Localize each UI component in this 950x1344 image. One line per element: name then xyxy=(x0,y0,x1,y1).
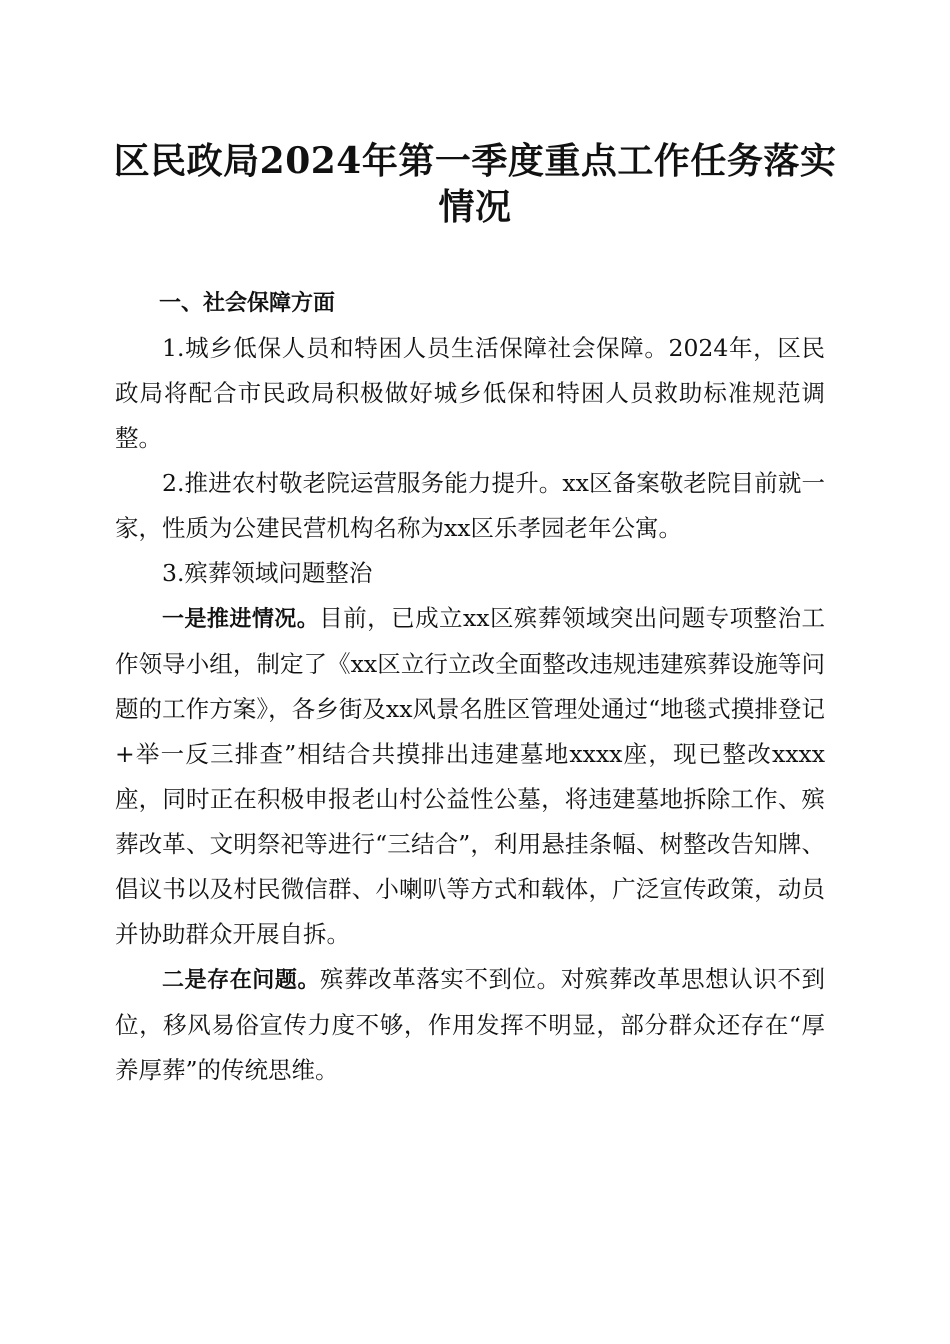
paragraph-progress xyxy=(115,596,825,957)
paragraph-problems xyxy=(115,957,825,1093)
title-line-1: 区民政局2024年第一季度重点工作任务落实 xyxy=(113,140,837,182)
document-body xyxy=(115,281,825,1093)
paragraph-problems-lead: 二是存在问题。 xyxy=(162,968,321,993)
document-title xyxy=(110,138,840,230)
paragraph-item-1: 1.城乡低保人员和特困人员生活保障社会保障。2024年，区民政局将配合市民政局积极做好城乡低保和特困人员救助标准规范调整。 xyxy=(115,334,825,452)
paragraph-item-2: 2.推进农村敬老院运营服务能力提升。xx区备案敬老院目前就一家，性质为公建民营机构名称为xx区乐孝园老年公寓。 xyxy=(115,469,825,542)
section-heading-social-security: 一、社会保障方面 xyxy=(159,291,336,316)
paragraph-progress-text: 目前，已成立xx区殡葬领域突出问题专项整治工作领导小组，制定了《xx区立行立改全面整改违规违建殡葬设施等问题的工作方案》，各乡街及xx风景名胜区管理处通过“地毯式摸排登记+举一反三排查”相结合共摸排出违建墓地xxxx座，现已整改xxxx座，同时正在积极申报老山村公益性公墓，将违建墓地拆除工作、殡葬改革、文明祭祀等进行“三结合”，利用悬挂条幅、树整改告知牌、倡议书以及村民微信群、小喇叭等方式和载体，广泛宣传政策，动员并协助群众开展自拆。 xyxy=(115,604,825,948)
paragraph-problems-text: 殡葬改革落实不到位。对殡葬改革思想认识不到位，移风易俗宣传力度不够，作用发挥不明显，部分群众还存在“厚养厚葬”的传统思维。 xyxy=(115,965,825,1084)
paragraph-progress-lead: 一是推进情况。 xyxy=(162,607,320,632)
title-line-2: 情况 xyxy=(438,186,512,228)
paragraph-item-3: 3.殡葬领域问题整治 xyxy=(162,559,373,587)
